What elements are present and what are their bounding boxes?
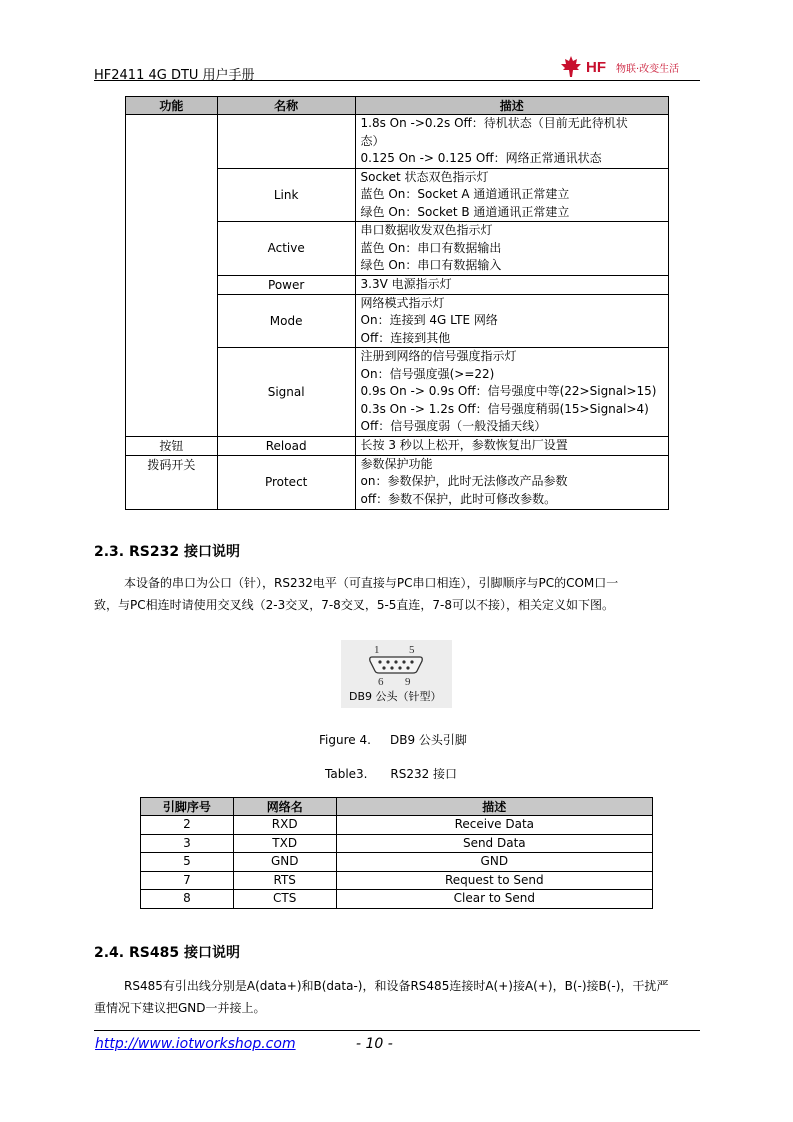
name-cell: Power: [217, 275, 355, 294]
table-row: [141, 871, 653, 890]
desc-line: 0.3s On -> 1.2s Off：信号强度稍弱(15>Signal>4): [360, 401, 649, 416]
header-cell: 描述: [355, 97, 668, 115]
document-header-title: HF2411 4G DTU 用户手册: [94, 68, 255, 83]
section-heading-rs485: 2.4. RS485 接口说明: [94, 945, 240, 961]
section-heading-rs232: 2.3. RS232 接口说明: [94, 544, 240, 560]
desc-cell: [355, 115, 668, 169]
table-caption: Table3. RS232 接口: [325, 767, 458, 781]
desc-cell: [355, 275, 668, 294]
table-row: [126, 436, 669, 455]
desc-line: 蓝色 On：串口有数据输出: [360, 240, 502, 255]
name-cell: Reload: [217, 436, 355, 455]
table-row: [141, 890, 653, 909]
desc-cell: [355, 436, 668, 455]
desc-line: 蓝色 On：Socket A 通道通讯正常建立: [360, 187, 570, 201]
name-cell: Protect: [217, 455, 355, 509]
name-cell: Signal: [217, 348, 355, 437]
desc-line: 3.3V 电源指示灯: [360, 276, 452, 291]
net-cell: CTS: [233, 890, 336, 909]
pin-cell: 5: [141, 853, 234, 872]
desc-line: off：参数不保护，此时可修改参数。: [360, 491, 557, 506]
desc-cell: [355, 168, 668, 222]
footer-divider: [94, 1030, 700, 1031]
desc-line: On：连接到 4G LTE 网络: [360, 313, 498, 327]
brand-logo: [559, 55, 679, 79]
desc-cell: GND: [336, 853, 652, 872]
figure-inner-caption: DB9 公头（针型）: [349, 690, 442, 703]
header-divider: [94, 80, 700, 81]
name-cell: Link: [217, 168, 355, 222]
desc-line: On：信号强度强(>=22): [360, 366, 495, 381]
desc-cell: Clear to Send: [336, 890, 652, 909]
desc-line: 注册到网络的信号强度指示灯: [360, 349, 517, 363]
func-cell-indicator: [126, 115, 218, 437]
desc-cell: [355, 455, 668, 509]
pin-label-5: 5: [409, 644, 415, 656]
func-cell: 拨码开关: [126, 455, 218, 509]
pin-cell: 2: [141, 816, 234, 835]
name-cell: [217, 115, 355, 169]
func-cell: 按钮: [126, 436, 218, 455]
page-number: - 10 -: [356, 1036, 393, 1052]
header-cell: 功能: [126, 97, 218, 115]
net-cell: GND: [233, 853, 336, 872]
pin-cell: 3: [141, 834, 234, 853]
desc-cell: Request to Send: [336, 871, 652, 890]
desc-line: 绿色 On：串口有数据输入: [360, 258, 502, 272]
name-cell: Mode: [217, 294, 355, 348]
table-row: [126, 455, 669, 509]
paragraph-line: 本设备的串口为公口（针），RS232电平（可直接与PC串口相连），引脚顺序与PC的COM口一: [124, 576, 619, 590]
desc-line: Off：连接到其他: [360, 330, 451, 345]
desc-line: on：参数保护，此时无法修改产品参数: [360, 474, 568, 489]
maple-leaf-icon: [559, 55, 583, 79]
net-cell: TXD: [233, 834, 336, 853]
rs232-pin-table: [140, 797, 653, 909]
desc-line: 网络模式指示灯: [360, 295, 445, 310]
desc-line: 0.9s On -> 0.9s Off：信号强度中等(22>Signal>15): [360, 384, 657, 398]
pin-cell: 7: [141, 871, 234, 890]
table-row: [126, 115, 669, 169]
desc-cell: [355, 348, 668, 437]
desc-line: 0.125 On -> 0.125 Off：网络正常通讯状态: [360, 151, 602, 165]
logo-slogan: 物联·改变生活: [616, 63, 680, 75]
table-header-row: [126, 97, 669, 115]
desc-cell: Send Data: [336, 834, 652, 853]
desc-line: 1.8s On ->0.2s Off：待机状态（目前无此待机状: [360, 116, 628, 130]
desc-line: 长按 3 秒以上松开，参数恢复出厂设置: [360, 437, 568, 452]
logo-text: HF: [586, 58, 606, 76]
desc-line: 串口数据收发双色指示灯: [360, 223, 493, 237]
table-row: [141, 816, 653, 835]
indicator-table: [125, 96, 669, 510]
pin-label-1: 1: [374, 644, 380, 656]
pin-label-6: 6: [378, 676, 384, 688]
header-cell: 网络名: [233, 798, 336, 816]
table-header-row: [141, 798, 653, 816]
net-cell: RTS: [233, 871, 336, 890]
header-cell: 引脚序号: [141, 798, 234, 816]
paragraph-line: RS485有引出线分别是A(data+)和B(data-)，和设备RS485连接时A(+)接A(+)，B(-)接B(-)，干扰严: [124, 979, 669, 993]
header-cell: 描述: [336, 798, 652, 816]
desc-line: 绿色 On：Socket B 通道通讯正常建立: [360, 204, 570, 219]
pin-cell: 8: [141, 890, 234, 909]
desc-line: 态）: [360, 133, 385, 148]
desc-cell: [355, 222, 668, 276]
db9-connector-icon: [341, 640, 452, 690]
paragraph-line: 重情况下建议把GND一并接上。: [94, 1001, 266, 1015]
table-row: [141, 853, 653, 872]
desc-line: Socket 状态双色指示灯: [360, 169, 489, 184]
paragraph-line: 致，与PC相连时请使用交叉线（2-3交叉，7-8交叉，5-5直连，7-8可以不接），相关定义如下图。: [94, 598, 615, 612]
desc-cell: [355, 294, 668, 348]
footer-website-link[interactable]: http://www.iotworkshop.com: [95, 1036, 296, 1052]
pin-label-9: 9: [405, 676, 411, 688]
table-row: [141, 834, 653, 853]
header-cell: 名称: [217, 97, 355, 115]
desc-line: Off：信号强度弱（一般没插天线）: [360, 419, 547, 433]
name-cell: Active: [217, 222, 355, 276]
desc-cell: Receive Data: [336, 816, 652, 835]
figure-caption: Figure 4. DB9 公头引脚: [319, 733, 467, 747]
desc-line: 参数保护功能: [360, 456, 433, 471]
net-cell: RXD: [233, 816, 336, 835]
